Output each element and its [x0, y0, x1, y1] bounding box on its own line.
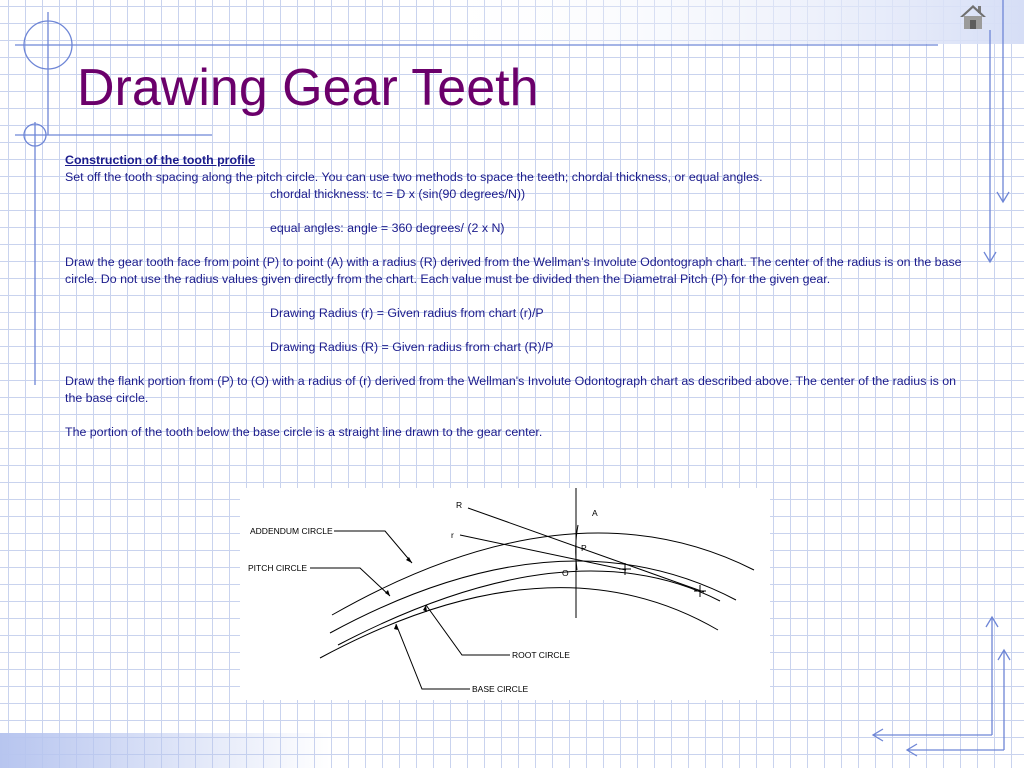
label-O: O	[562, 568, 569, 578]
base-circle-label: BASE CIRCLE	[472, 684, 529, 694]
label-A: A	[592, 508, 598, 518]
tooth-face-paragraph: Draw the gear tooth face from point (P) to point (A) with a radius (R) derived from the Wellman's Involute Odontograph chart. The center of the radius is on the base circle. Do not use the radius values given directly from the chart. Each value must be divided then the Diametral Pitch (P) for the given gear.	[65, 255, 962, 286]
home-button[interactable]	[956, 2, 990, 32]
label-r: r	[451, 530, 454, 540]
slide-body	[65, 152, 970, 441]
root-circle-label: ROOT CIRCLE	[512, 650, 570, 660]
label-R: R	[456, 500, 463, 510]
home-icon	[959, 4, 987, 30]
section-heading: Construction of the tooth profile	[65, 153, 255, 167]
equal-angles-formula: equal angles: angle = 360 degrees/ (2 x N)	[270, 221, 505, 235]
radius-r-formula: Drawing Radius (r) = Given radius from chart (r)/P	[270, 306, 544, 320]
radius-R-formula: Drawing Radius (R) = Given radius from chart (R)/P	[270, 340, 554, 354]
chordal-thickness-formula: chordal thickness: tc = D x (sin(90 degrees/N))	[270, 187, 526, 201]
gear-tooth-diagram	[240, 488, 770, 700]
intro-paragraph: Set off the tooth spacing along the pitch circle. You can use two methods to space the teeth; chordal thickness, or equal angles.	[65, 170, 763, 184]
addendum-circle-label: ADDENDUM CIRCLE	[250, 526, 333, 536]
slide-title: Drawing Gear Teeth	[77, 59, 539, 117]
pitch-circle-label: PITCH CIRCLE	[248, 563, 308, 573]
below-base-paragraph: The portion of the tooth below the base circle is a straight line drawn to the gear center.	[65, 425, 543, 439]
flank-paragraph: Draw the flank portion from (P) to (O) with a radius of (r) derived from the Wellman's Involute Odontograph chart as described above. The center of the radius is on the base circle.	[65, 374, 957, 405]
label-P: P	[581, 543, 587, 553]
